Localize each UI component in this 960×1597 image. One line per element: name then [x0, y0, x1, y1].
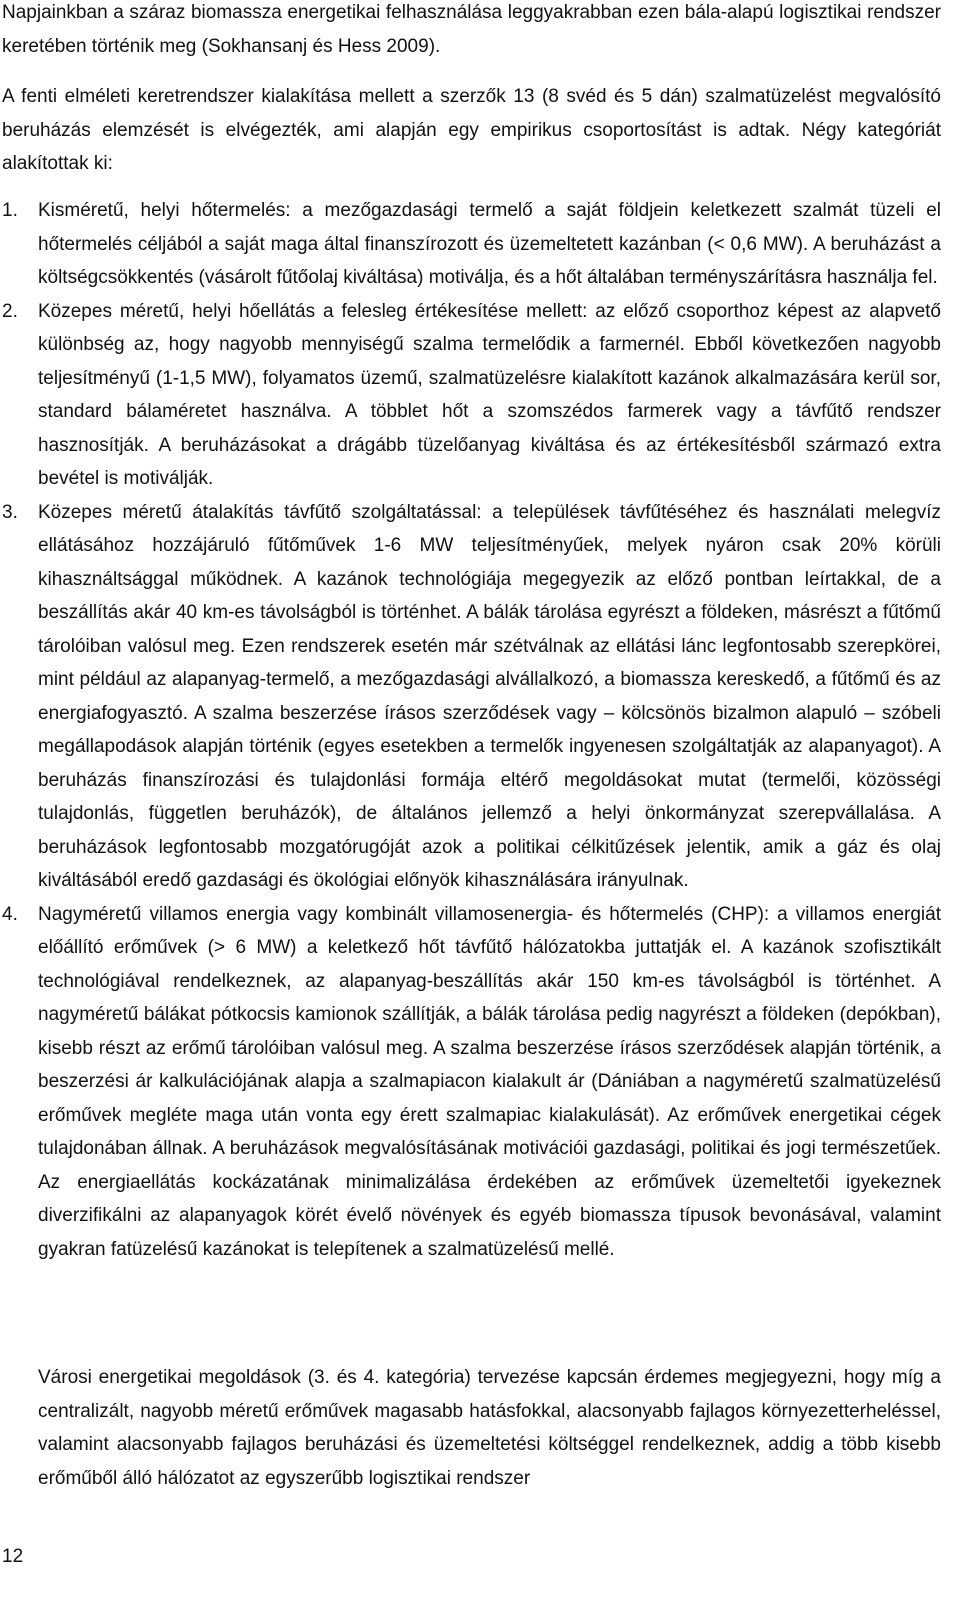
list-item-category-3: [0, 496, 941, 898]
list-item-category-1: [0, 194, 941, 295]
list-item-category-2: [0, 295, 941, 496]
framework-paragraph: A fenti elméleti keretrendszer kialakítása mellett a szerzők 13 (8 svéd és 5 dán) szalmatüzelést megvalósító beruházás elemzését is elvégezték, ami alapján egy empirikus csoportosítást is adtak. Négy kategóriát alakítottak ki:: [2, 86, 941, 174]
list-item-number: 3.: [2, 501, 18, 523]
list-item-text: Közepes méretű átalakítás távfűtő szolgáltatással: a települések távfűtéséhez és használati melegvíz ellátásához hozzájáruló fűtőművek 1-6 MW teljesítményűek, melyek nyáron csak 20% körüli kihasználtsággal működnek. A kazánok technológiája megegyezik az előző pontban leírtakkal, de a beszállítás akár 40 km-es távolságból is történhet. A bálák tárolása egyrészt a földeken, másrészt a fűtőmű tárolóiban valósul meg. Ezen rendszerek esetén már szétválnak az ellátási lánc legfontosabb szerepkörei, mint például az alapanyag-termelő, a mezőgazdasági alvállalkozó, a biomassza kereskedő, a fűtőmű és az energiafogyasztó. A szalma beszerzése írásos szerződések vagy – kölcsönös bizalmon alapuló – szóbeli megállapodások alapján történik (egyes esetekben a termelők ingyenesen szolgáltatják az alapanyagot). A beruházás finanszírozási és tulajdonlási formája eltérő megoldásokat mutat (termelői, közösségi tulajdonlás, független beruházók), de általános jellemző a helyi önkormányzat szerepvállalása. A beruházások legfontosabb mozgatórugóját azok a politikai célkitűzések jelentik, amik a gáz és olaj kiváltásából eredő gazdasági és ökológiai előnyök kihasználására irányulnak.: [38, 501, 941, 891]
list-item-number: 2.: [2, 300, 18, 322]
intro-paragraph: Napjainkban a száraz biomassza energetikai felhasználása leggyakrabban ezen bála-alapú logisztikai rendszer keretében történik meg (Sokhansanj és Hess 2009).: [2, 2, 941, 57]
category-list: [0, 194, 941, 1266]
list-item-text: Nagyméretű villamos energia vagy kombinált villamosenergia- és hőtermelés (CHP): a villamos energiát előállító erőművek (> 6 MW) a keletkező hőt távfűtő hálózatokba juttatják el. A kazánok szofisztikált technológiával rendelkeznek, az alapanyag-beszállítás akár 150 km-es távolságból is történhet. A nagyméretű bálákat pótkocsis kamionok szállítják, a bálák tárolása pedig nagyrészt a földeken (depókban), kisebb részt az erőmű tárolóiban valósul meg. A szalma beszerzése írásos szerződések alapján történik, a beszerzési ár kalkulációjának alapja a szalmapiacon kialakult ár (Dániában a nagyméretű szalmatüzelésű erőművek megléte maga után vonta egy érett szalmapiac kialakulását). Az erőművek energetikai cégek tulajdonában állnak. A beruházások megvalósításának motivációi gazdasági, politikai és jogi természetűek. Az energiaellátás kockázatának minimalizálása érdekében az erőművek üzemeltetői igyekeznek diverzifikálni az alapanyagok körét évelő növények és egyéb biomassza típusok bevonásával, valamint gyakran fatüzelésű kazánokat is telepítenek a szalmatüzelésű mellé.: [38, 903, 941, 1260]
list-item-number: 4.: [2, 903, 18, 925]
closing-paragraph: Városi energetikai megoldások (3. és 4. kategória) tervezése kapcsán érdemes megjegyezni, hogy míg a centralizált, nagyobb méretű erőművek magasabb hatásfokkal, alacsonyabb fajlagos környezetterheléssel, valamint alacsonyabb fajlagos beruházási és üzemeltetési költséggel rendelkeznek, addig a több kisebb erőműből álló hálózatot az egyszerűbb logisztikai rendszer: [38, 1367, 941, 1489]
list-item-text: Kisméretű, helyi hőtermelés: a mezőgazdasági termelő a saját földjein keletkezett szalmát tüzeli el hőtermelés céljából a saját maga által finanszírozott és üzemeltetett kazánban (< 0,6 MW). A beruházást a költségcsökkentés (vásárolt fűtőolaj kiváltása) motiválja, és a hőt általában terményszárításra használja fel.: [38, 200, 941, 288]
list-item-category-4: [0, 898, 941, 1267]
list-item-number: 1.: [2, 200, 18, 221]
list-item-text: Közepes méretű, helyi hőellátás a felesleg értékesítése mellett: az előző csoporthoz képest az alapvető különbség az, hogy nagyobb mennyiségű szalma termelődik a farmernél. Ebből következően nagyobb teljesítményű (1-1,5 MW), folyamatos üzemű, szalmatüzelésre kialakított kazánok alkalmazására kerül sor, standard bálaméretet használva. A többlet hőt a szomszédos farmerek vagy a távfűtő rendszer hasznosítják. A beruházásokat a drágább tüzelőanyag kiváltása és az értékesítésből származó extra bevétel is motiválják.: [38, 300, 941, 489]
page-number: 12: [2, 1546, 24, 1567]
